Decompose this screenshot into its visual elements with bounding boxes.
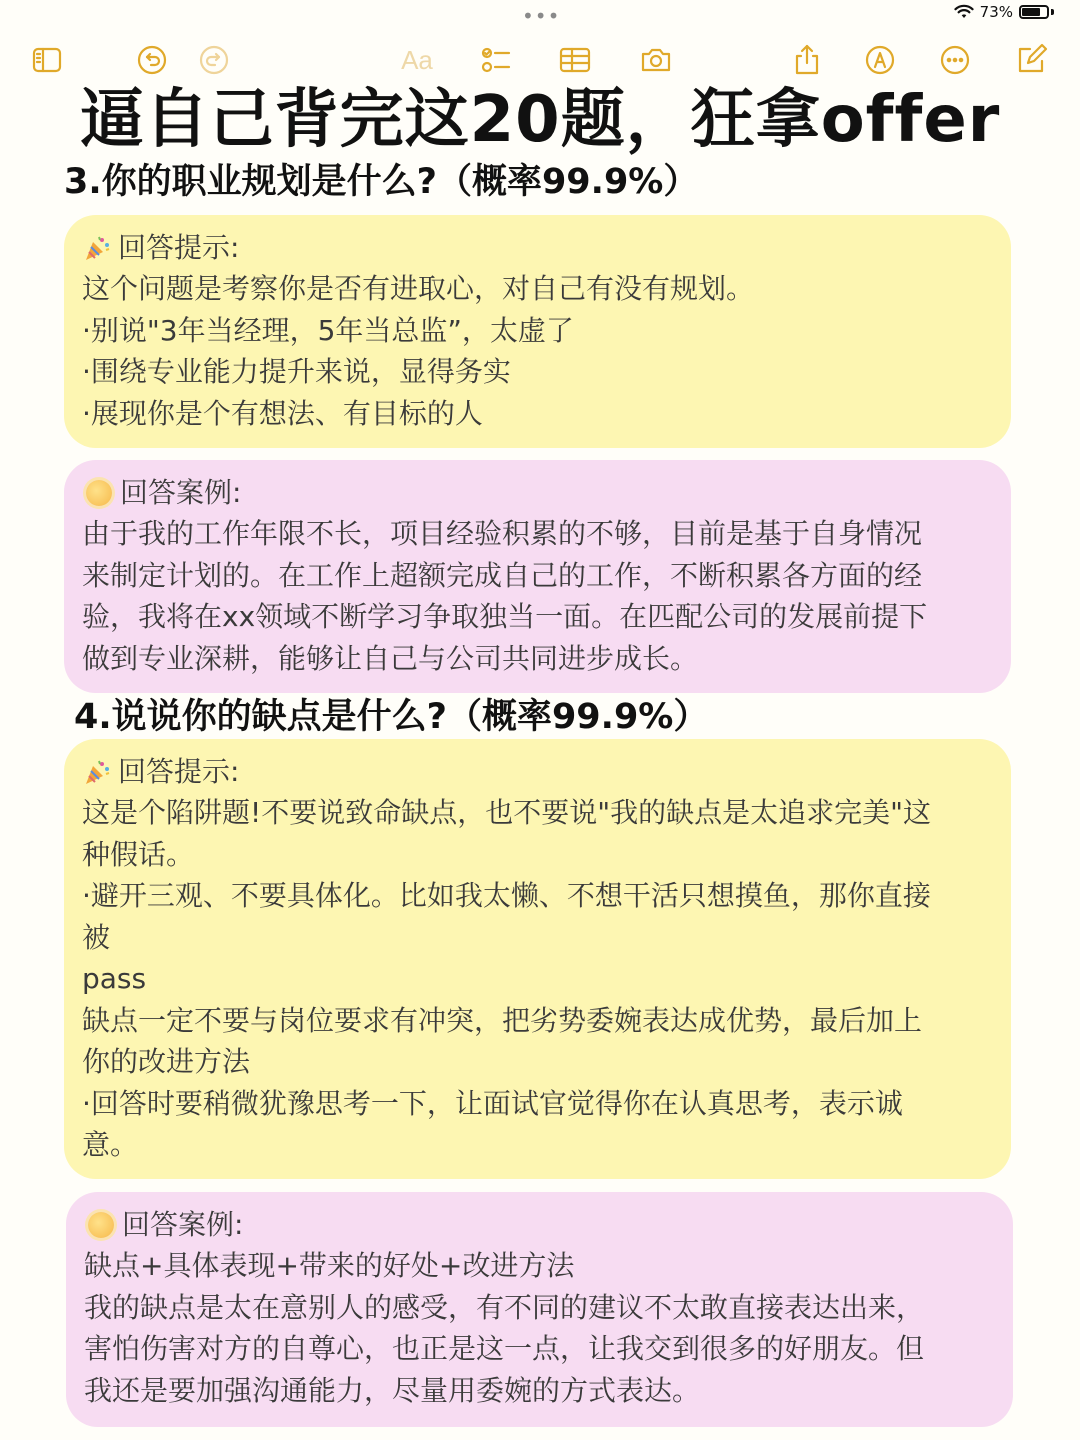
example-heading: 回答案例: xyxy=(122,1208,244,1241)
question-heading: 3.你的职业规划是什么?（概率99.9%） xyxy=(64,162,699,202)
note-title: 逼自己背完这20题，狂拿offer xyxy=(79,83,1001,157)
tip-body: 这个问题是考察你是否有进取心，对自己有没有规划。 ·别说"3年当经理，5年当总监”，太虚了 ·围绕专业能力提升来说，显得务实 ·展现你是个有想法、有目标的人 xyxy=(82,272,755,430)
tip-heading-row xyxy=(82,227,995,268)
tip-heading: 回答提示: xyxy=(118,755,240,788)
example-card xyxy=(66,1192,1013,1427)
sidebar-icon[interactable] xyxy=(27,40,67,80)
share-icon[interactable] xyxy=(787,40,827,80)
sun-icon xyxy=(88,1212,114,1238)
table-icon[interactable] xyxy=(555,40,595,80)
example-body: 缺点+具体表现+带来的好处+改进方法 我的缺点是太在意别人的感受，有不同的建议不太敢直接表达出来， 害怕伤害对方的自尊心，也正是这一点，让我交到很多的好朋友。但 我还是要加强沟通能力，尽量用委婉的方式表达。 xyxy=(84,1249,925,1407)
notes-toolbar xyxy=(0,40,1080,82)
tip-body: 这是个陷阱题!不要说致命缺点，也不要说"我的缺点是太追求完美"这 种假话。 ·避开三观、不要具体化。比如我太懒、不想干活只想摸鱼，那你直接 被 pass 缺点一定不要与岗位要求有冲突，把劣势委婉表达成优势，最后加上 你的改进方法 ·回答时要稍微犹豫思考一下，让面试官觉得你在认真思考，表示诚 意。 xyxy=(82,796,931,1161)
undo-icon[interactable] xyxy=(132,40,172,80)
example-heading-row xyxy=(84,1204,997,1245)
battery-tip xyxy=(1051,9,1054,15)
example-heading: 回答案例: xyxy=(120,476,242,509)
question-heading: 4.说说你的缺点是什么?（概率99.9%） xyxy=(74,697,709,737)
camera-icon[interactable] xyxy=(636,40,676,80)
battery-icon xyxy=(1019,5,1049,19)
tip-heading: 回答提示: xyxy=(118,231,240,264)
redo-icon[interactable] xyxy=(194,40,234,80)
wifi-icon xyxy=(954,4,974,20)
compose-icon[interactable] xyxy=(1011,40,1051,80)
party-popper-icon xyxy=(82,757,112,787)
multitasking-dots-icon[interactable]: ••• xyxy=(522,4,561,28)
battery-percent: 73% xyxy=(979,3,1013,21)
status-indicators xyxy=(954,3,1054,21)
status-bar xyxy=(0,0,1080,30)
checklist-icon[interactable] xyxy=(476,40,516,80)
battery-level xyxy=(1022,8,1040,16)
format-icon[interactable] xyxy=(397,40,437,80)
tip-card xyxy=(64,215,1011,448)
sun-icon xyxy=(86,480,112,506)
tip-heading-row xyxy=(82,751,995,792)
example-body: 由于我的工作年限不长，项目经验积累的不够，目前是基于自身情况 来制定计划的。在工作上超额完成自己的工作，不断积累各方面的经 验，我将在xx领域不断学习争取独当一面。在匹配公司的发展前提下 做到专业深耕，能够让自己与公司共同进步成长。 xyxy=(82,517,928,675)
markup-icon[interactable] xyxy=(860,40,900,80)
example-card xyxy=(64,460,1011,693)
party-popper-icon xyxy=(82,233,112,263)
example-heading-row xyxy=(82,472,995,513)
format-label: Aa xyxy=(401,44,433,75)
more-icon[interactable] xyxy=(935,40,975,80)
tip-card xyxy=(64,739,1011,1179)
